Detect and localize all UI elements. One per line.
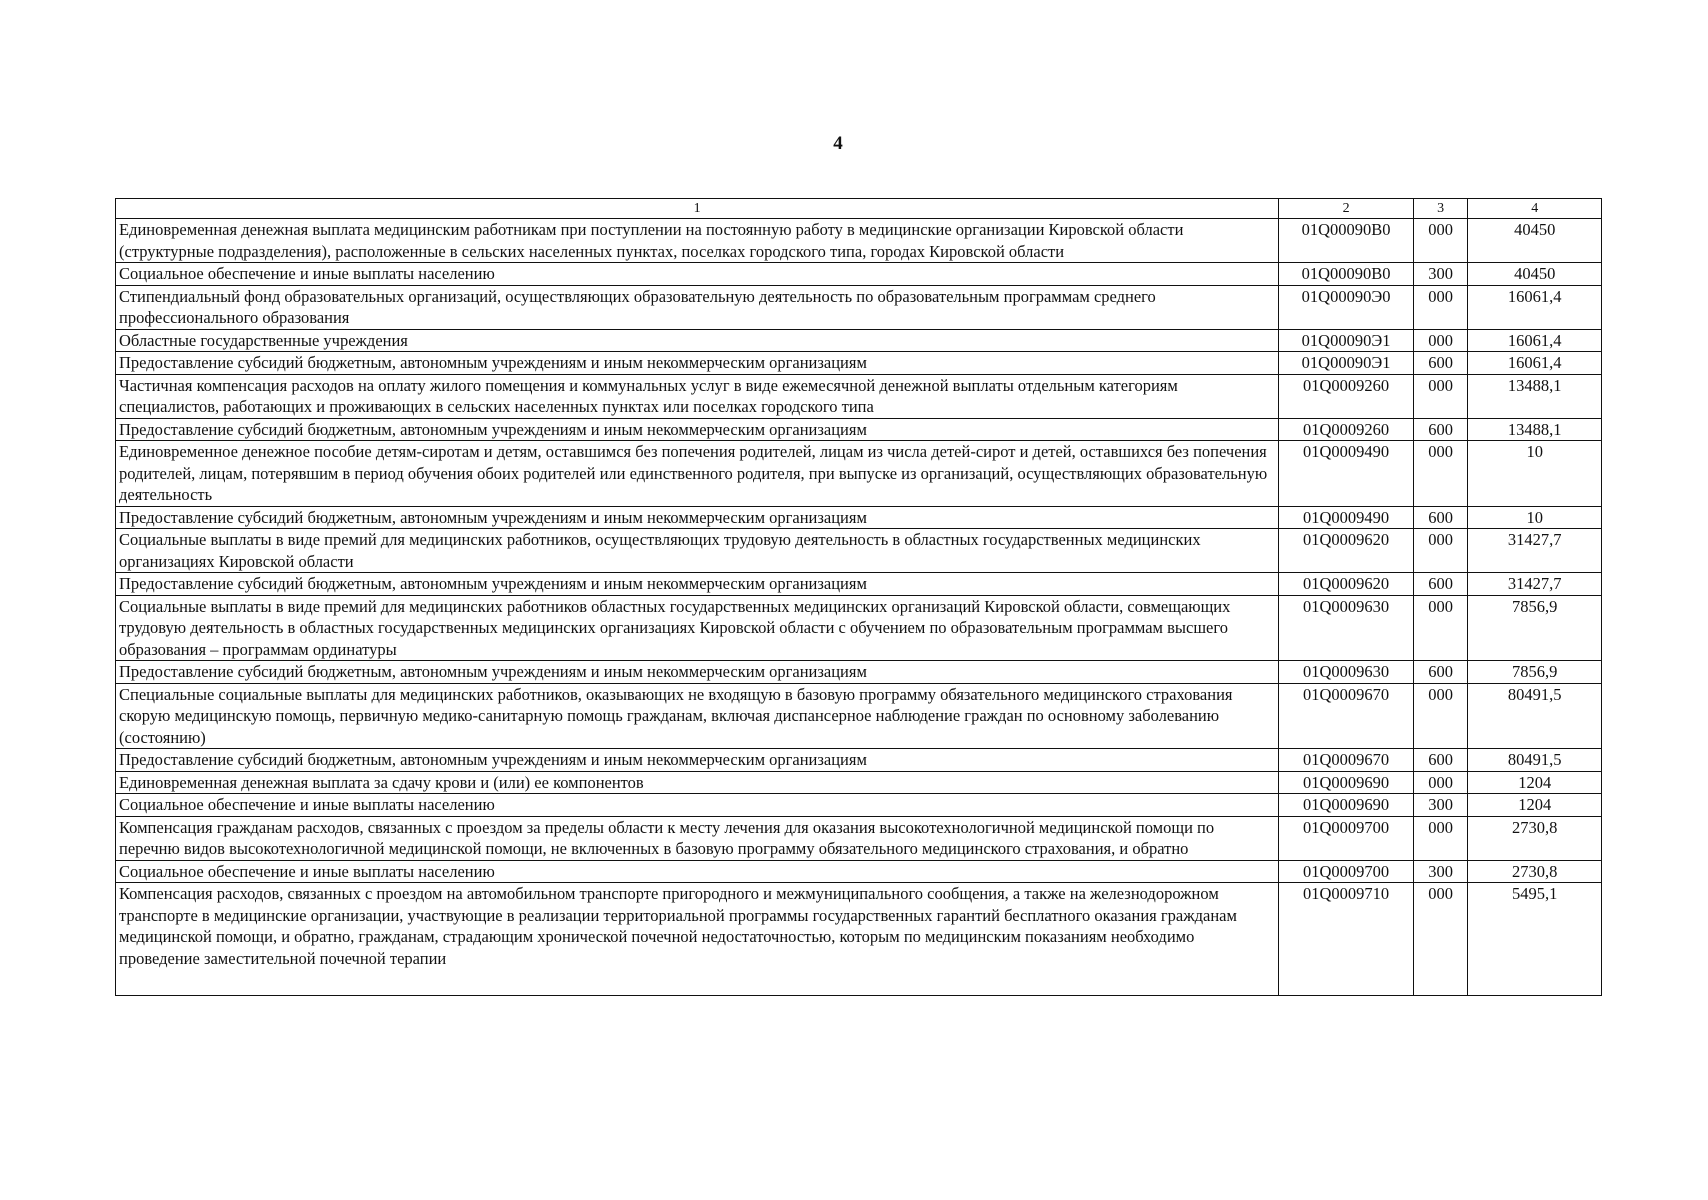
row-code-cell: 01Q0009630: [1279, 595, 1414, 661]
table-header-row: [116, 199, 1602, 219]
table-body: [116, 219, 1602, 996]
row-amount-cell: 1204: [1468, 794, 1602, 817]
column-header-3: 3: [1413, 199, 1468, 219]
row-type-cell: 000: [1413, 683, 1468, 749]
row-type-cell: 000: [1413, 219, 1468, 263]
table-row: [116, 595, 1602, 661]
row-code-cell: 01Q0009710: [1279, 883, 1414, 996]
page-number: 4: [833, 133, 843, 154]
row-code-cell: 01Q0009690: [1279, 794, 1414, 817]
table-row: [116, 441, 1602, 507]
table-row: [116, 263, 1602, 286]
table-row: [116, 794, 1602, 817]
row-name-cell: Предоставление субсидий бюджетным, автономным учреждениям и иным некоммерческим организациям: [116, 418, 1279, 441]
row-type-cell: 000: [1413, 329, 1468, 352]
row-code-cell: 01Q0009620: [1279, 573, 1414, 596]
row-code-cell: 01Q00090Э1: [1279, 352, 1414, 375]
row-amount-cell: 16061,4: [1468, 329, 1602, 352]
row-type-cell: 300: [1413, 794, 1468, 817]
row-amount-cell: 2730,8: [1468, 816, 1602, 860]
row-amount-cell: 40450: [1468, 219, 1602, 263]
row-code-cell: 01Q0009620: [1279, 529, 1414, 573]
budget-table: [115, 198, 1602, 996]
row-name-cell: Социальные выплаты в виде премий для медицинских работников областных государственных медицинских организаций Кировской области, совмещающих трудовую деятельность в областных государственных медицинских организациях Кировской области с обучением по образовательным программам высшего образования – программам ординатуры: [116, 595, 1279, 661]
row-name-cell: Специальные социальные выплаты для медицинских работников, оказывающих не входящую в базовую программу обязательного медицинского страхования скорую медицинскую помощь, первичную медико-санитарную помощь гражданам, включая диспансерное наблюдение граждан по основному заболеванию (состоянию): [116, 683, 1279, 749]
row-code-cell: 01Q0009490: [1279, 441, 1414, 507]
row-type-cell: 300: [1413, 263, 1468, 286]
row-code-cell: 01Q0009690: [1279, 771, 1414, 794]
row-type-cell: 000: [1413, 441, 1468, 507]
table-row: [116, 883, 1602, 996]
column-header-2: 2: [1279, 199, 1414, 219]
row-name-cell: Стипендиальный фонд образовательных организаций, осуществляющих образовательную деятельность по образовательным программам среднего профессионального образования: [116, 285, 1279, 329]
table-row: [116, 573, 1602, 596]
row-type-cell: 000: [1413, 529, 1468, 573]
row-name-cell: Частичная компенсация расходов на оплату жилого помещения и коммунальных услуг в виде ежемесячной денежной выплаты отдельным категориям специалистов, работающих и проживающих в сельских населенных пунктах или поселках городского типа: [116, 374, 1279, 418]
table-row: [116, 219, 1602, 263]
row-type-cell: 300: [1413, 860, 1468, 883]
row-name-cell: Предоставление субсидий бюджетным, автономным учреждениям и иным некоммерческим организациям: [116, 749, 1279, 772]
row-type-cell: 600: [1413, 418, 1468, 441]
row-amount-cell: 80491,5: [1468, 683, 1602, 749]
table-row: [116, 816, 1602, 860]
row-code-cell: 01Q0009260: [1279, 418, 1414, 441]
row-code-cell: 01Q00090В0: [1279, 263, 1414, 286]
row-amount-cell: 16061,4: [1468, 352, 1602, 375]
row-amount-cell: 13488,1: [1468, 418, 1602, 441]
row-name-cell: Социальное обеспечение и иные выплаты населению: [116, 263, 1279, 286]
row-code-cell: 01Q0009490: [1279, 506, 1414, 529]
row-amount-cell: 13488,1: [1468, 374, 1602, 418]
row-amount-cell: 80491,5: [1468, 749, 1602, 772]
row-amount-cell: 40450: [1468, 263, 1602, 286]
row-type-cell: 000: [1413, 285, 1468, 329]
row-type-cell: 000: [1413, 595, 1468, 661]
row-name-cell: Предоставление субсидий бюджетным, автономным учреждениям и иным некоммерческим организациям: [116, 661, 1279, 684]
table-row: [116, 329, 1602, 352]
table-row: [116, 374, 1602, 418]
row-name-cell: Компенсация расходов, связанных с проездом на автомобильном транспорте пригородного и межмуниципального сообщения, а также на железнодорожном транспорте в медицинские организации, участвующие в реализации территориальной программы государственных гарантий бесплатного оказания гражданам медицинской помощи, и обратно, гражданам, страдающим хронической почечной недостаточностью, которым по медицинским показаниям необходимо проведение заместительной почечной терапии: [116, 883, 1279, 996]
row-type-cell: 600: [1413, 573, 1468, 596]
table-row: [116, 418, 1602, 441]
row-amount-cell: 31427,7: [1468, 529, 1602, 573]
row-name-cell: Социальное обеспечение и иные выплаты населению: [116, 860, 1279, 883]
row-type-cell: 000: [1413, 374, 1468, 418]
row-amount-cell: 16061,4: [1468, 285, 1602, 329]
table-row: [116, 771, 1602, 794]
row-code-cell: 01Q0009700: [1279, 816, 1414, 860]
row-name-cell: Единовременная денежная выплата медицинским работникам при поступлении на постоянную работу в медицинские организации Кировской области (структурные подразделения), расположенные в сельских населенных пунктах, поселках городского типа, городах Кировской области: [116, 219, 1279, 263]
row-name-cell: Единовременная денежная выплата за сдачу крови и (или) ее компонентов: [116, 771, 1279, 794]
row-amount-cell: 7856,9: [1468, 595, 1602, 661]
table-row: [116, 529, 1602, 573]
table-row: [116, 683, 1602, 749]
row-code-cell: 01Q0009670: [1279, 749, 1414, 772]
row-name-cell: Социальное обеспечение и иные выплаты населению: [116, 794, 1279, 817]
column-header-4: 4: [1468, 199, 1602, 219]
row-name-cell: Областные государственные учреждения: [116, 329, 1279, 352]
row-type-cell: 000: [1413, 816, 1468, 860]
table-row: [116, 506, 1602, 529]
row-name-cell: Предоставление субсидий бюджетным, автономным учреждениям и иным некоммерческим организациям: [116, 352, 1279, 375]
row-type-cell: 600: [1413, 352, 1468, 375]
row-amount-cell: 7856,9: [1468, 661, 1602, 684]
table-row: [116, 860, 1602, 883]
row-type-cell: 600: [1413, 506, 1468, 529]
row-code-cell: 01Q0009260: [1279, 374, 1414, 418]
row-type-cell: 000: [1413, 883, 1468, 996]
row-code-cell: 01Q0009670: [1279, 683, 1414, 749]
row-code-cell: 01Q00090В0: [1279, 219, 1414, 263]
row-amount-cell: 5495,1: [1468, 883, 1602, 996]
column-header-1: 1: [116, 199, 1279, 219]
row-amount-cell: 31427,7: [1468, 573, 1602, 596]
row-code-cell: 01Q00090Э1: [1279, 329, 1414, 352]
row-amount-cell: 1204: [1468, 771, 1602, 794]
row-name-cell: Предоставление субсидий бюджетным, автономным учреждениям и иным некоммерческим организациям: [116, 573, 1279, 596]
row-amount-cell: 10: [1468, 506, 1602, 529]
table-row: [116, 661, 1602, 684]
row-name-cell: Единовременное денежное пособие детям-сиротам и детям, оставшимся без попечения родителей, лицам из числа детей-сирот и детей, оставшихся без попечения родителей, лицам, потерявшим в период обучения обоих родителей или единственного родителя, при выпуске из организаций, осуществляющих образовательную деятельность: [116, 441, 1279, 507]
row-code-cell: 01Q00090Э0: [1279, 285, 1414, 329]
row-type-cell: 600: [1413, 661, 1468, 684]
row-code-cell: 01Q0009700: [1279, 860, 1414, 883]
row-name-cell: Социальные выплаты в виде премий для медицинских работников, осуществляющих трудовую деятельность в областных государственных медицинских организациях Кировской области: [116, 529, 1279, 573]
table-row: [116, 749, 1602, 772]
row-name-cell: Предоставление субсидий бюджетным, автономным учреждениям и иным некоммерческим организациям: [116, 506, 1279, 529]
row-type-cell: 000: [1413, 771, 1468, 794]
row-amount-cell: 10: [1468, 441, 1602, 507]
table-row: [116, 352, 1602, 375]
row-name-cell: Компенсация гражданам расходов, связанных с проездом за пределы области к месту лечения для оказания высокотехнологичной медицинской помощи по перечню видов высокотехнологичной медицинской помощи, не включенных в базовую программу обязательного медицинского страхования, и обратно: [116, 816, 1279, 860]
row-code-cell: 01Q0009630: [1279, 661, 1414, 684]
row-amount-cell: 2730,8: [1468, 860, 1602, 883]
table-row: [116, 285, 1602, 329]
row-type-cell: 600: [1413, 749, 1468, 772]
